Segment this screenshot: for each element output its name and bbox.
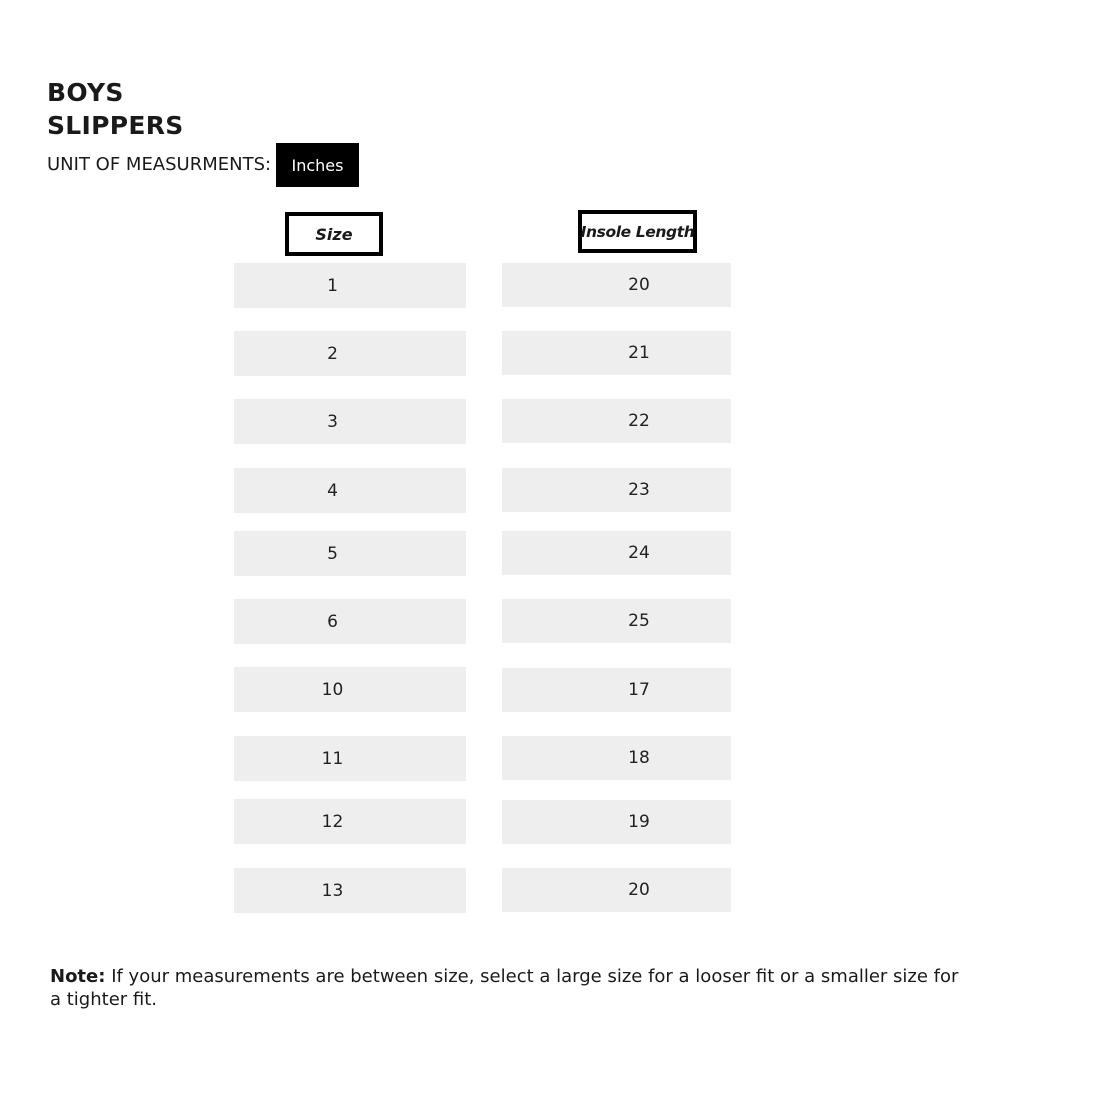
insole-cell: 21 bbox=[502, 331, 731, 375]
fit-note bbox=[50, 965, 970, 1011]
insole-cell: 19 bbox=[502, 800, 731, 844]
size-cell: 2 bbox=[234, 331, 466, 376]
note-label: Note: bbox=[50, 966, 106, 987]
column-header-insole-length: Insole Length bbox=[578, 210, 697, 253]
insole-cell: 23 bbox=[502, 468, 731, 512]
size-cell: 3 bbox=[234, 399, 466, 444]
size-cell: 1 bbox=[234, 263, 466, 308]
unit-badge: Inches bbox=[276, 143, 359, 187]
title-line-2: SLIPPERS bbox=[47, 111, 184, 140]
column-header-size: Size bbox=[285, 212, 383, 256]
size-cell: 4 bbox=[234, 468, 466, 513]
page-title bbox=[47, 76, 184, 142]
insole-cell: 25 bbox=[502, 599, 731, 643]
size-cell: 10 bbox=[234, 667, 466, 712]
size-cell: 5 bbox=[234, 531, 466, 576]
insole-cell: 18 bbox=[502, 736, 731, 780]
size-cell: 12 bbox=[234, 799, 466, 844]
size-cell: 6 bbox=[234, 599, 466, 644]
unit-label: UNIT OF MEASURMENTS: bbox=[47, 154, 272, 175]
size-cell: 13 bbox=[234, 868, 466, 913]
title-line-1: BOYS bbox=[47, 78, 124, 107]
insole-cell: 17 bbox=[502, 668, 731, 712]
insole-cell: 24 bbox=[502, 531, 731, 575]
insole-cell: 22 bbox=[502, 399, 731, 443]
insole-cell: 20 bbox=[502, 263, 731, 307]
size-cell: 11 bbox=[234, 736, 466, 781]
note-text: If your measurements are between size, select a large size for a looser fit or a smaller size for a tighter fit. bbox=[50, 966, 959, 1010]
insole-cell: 20 bbox=[502, 868, 731, 912]
